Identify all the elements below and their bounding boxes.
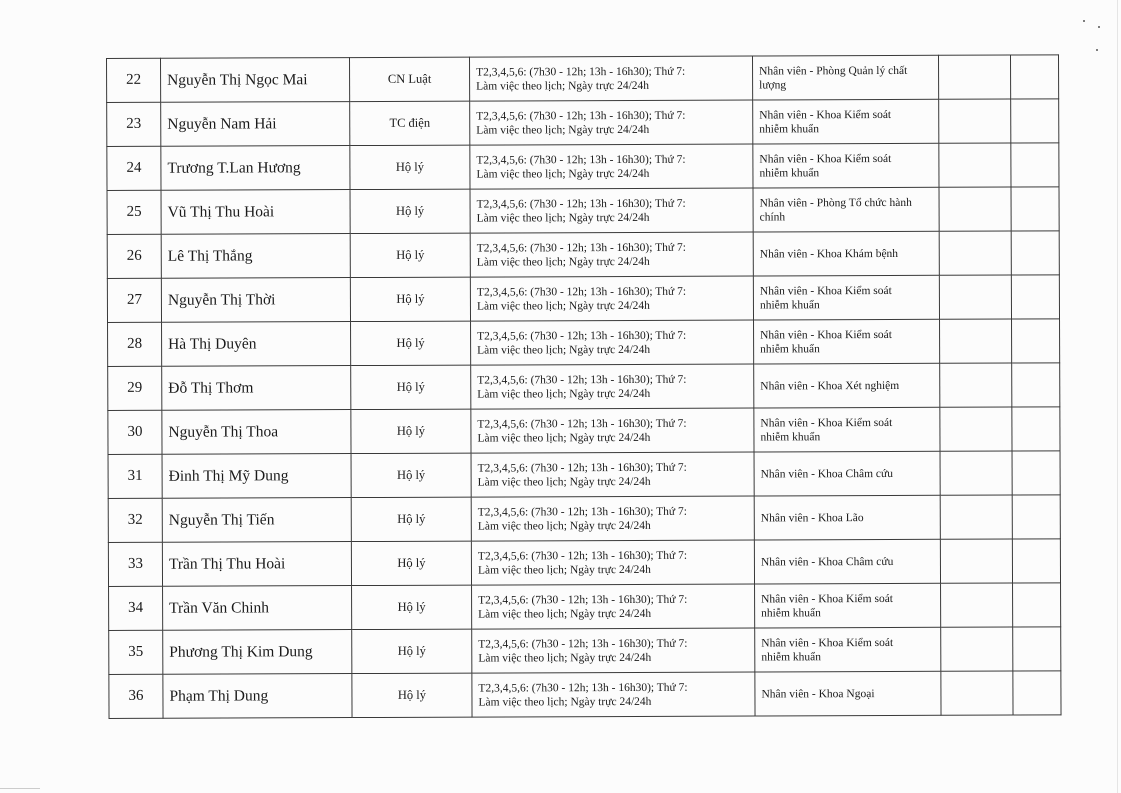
working-hours-line-1: T2,3,4,5,6: (7h30 - 12h; 13h - 16h30); Thứ 7:	[477, 505, 687, 519]
staff-position	[754, 319, 940, 364]
staff-qualification: Hộ lý	[351, 321, 471, 365]
position-line-1: Nhân viên - Khoa Châm cứu	[760, 555, 894, 568]
position-line-1: Nhân viên - Phòng Quản lý chất	[759, 64, 908, 77]
empty-cell	[940, 495, 1012, 539]
row-number: 36	[109, 674, 163, 718]
working-hours	[471, 408, 754, 453]
row-number: 32	[108, 498, 162, 542]
staff-roster-table	[106, 54, 1062, 719]
staff-position	[752, 55, 938, 100]
empty-cell	[941, 671, 1013, 715]
row-number: 23	[107, 102, 161, 146]
working-hours-line-1: T2,3,4,5,6: (7h30 - 12h; 13h - 16h30); Thứ 7:	[477, 417, 687, 431]
working-hours-line-1: T2,3,4,5,6: (7h30 - 12h; 13h - 16h30); Thứ 7:	[476, 241, 686, 255]
working-hours-line-2: Làm việc theo lịch; Ngày trực 24/24h	[476, 211, 650, 225]
empty-cell	[939, 143, 1011, 187]
position-line-2: nhiễm khuẩn	[759, 298, 820, 311]
staff-position	[754, 495, 940, 540]
scan-speck	[1098, 26, 1100, 28]
staff-position	[754, 407, 940, 452]
empty-cell	[939, 187, 1011, 231]
staff-name: Đỗ Thị Thơm	[162, 366, 351, 411]
position-line-1: Nhân viên - Khoa Châm cứu	[760, 467, 894, 480]
working-hours-line-2: Làm việc theo lịch; Ngày trực 24/24h	[477, 475, 651, 489]
working-hours	[470, 188, 753, 233]
position-line-2: lượng	[759, 78, 787, 91]
position-line-1: Nhân viên - Khoa Kiểm soát	[761, 636, 894, 649]
empty-cell	[1013, 671, 1061, 715]
working-hours-line-1: T2,3,4,5,6: (7h30 - 12h; 13h - 16h30); Thứ 7:	[477, 461, 687, 475]
table-row	[108, 407, 1060, 455]
working-hours	[472, 672, 755, 717]
staff-name: Nguyễn Thị Thời	[161, 278, 350, 323]
position-line-1: Nhân viên - Khoa Kiểm soát	[759, 108, 892, 121]
working-hours	[471, 452, 754, 497]
empty-cell	[941, 583, 1013, 627]
empty-cell	[938, 55, 1010, 99]
scan-line	[0, 788, 40, 789]
working-hours-line-1: T2,3,4,5,6: (7h30 - 12h; 13h - 16h30); Thứ 7:	[476, 197, 686, 211]
position-line-1: Nhân viên - Khoa Xét nghiệm	[760, 379, 900, 392]
working-hours-line-2: Làm việc theo lịch; Ngày trực 24/24h	[478, 651, 652, 665]
working-hours-line-2: Làm việc theo lịch; Ngày trực 24/24h	[476, 299, 650, 313]
staff-position	[755, 583, 941, 628]
position-line-1: Nhân viên - Khoa Lão	[760, 511, 864, 524]
staff-name: Trần Thị Thu Hoài	[162, 542, 351, 587]
row-number: 30	[108, 410, 162, 454]
staff-name: Vũ Thị Thu Hoài	[161, 190, 350, 235]
working-hours	[470, 100, 753, 145]
staff-position	[753, 275, 939, 320]
staff-position	[755, 627, 941, 672]
staff-position	[753, 99, 939, 144]
working-hours-line-1: T2,3,4,5,6: (7h30 - 12h; 13h - 16h30); Thứ 7:	[476, 109, 686, 123]
staff-qualification: Hộ lý	[350, 145, 470, 189]
working-hours-line-1: T2,3,4,5,6: (7h30 - 12h; 13h - 16h30); Thứ 7:	[477, 329, 687, 343]
working-hours-line-2: Làm việc theo lịch; Ngày trực 24/24h	[477, 343, 651, 357]
working-hours-line-2: Làm việc theo lịch; Ngày trực 24/24h	[477, 563, 651, 577]
empty-cell	[1011, 99, 1059, 143]
row-number: 33	[108, 542, 162, 586]
working-hours-line-2: Làm việc theo lịch; Ngày trực 24/24h	[478, 695, 652, 709]
staff-name: Lê Thị Thắng	[161, 234, 350, 279]
working-hours-line-1: T2,3,4,5,6: (7h30 - 12h; 13h - 16h30); Thứ 7:	[477, 373, 687, 387]
table-row	[107, 231, 1059, 279]
staff-qualification: Hộ lý	[350, 277, 470, 321]
staff-name: Hà Thị Duyên	[162, 322, 351, 367]
position-line-1: Nhân viên - Khoa Kiểm soát	[759, 152, 892, 165]
row-number: 35	[109, 630, 163, 674]
row-number: 28	[108, 322, 162, 366]
working-hours-line-1: T2,3,4,5,6: (7h30 - 12h; 13h - 16h30); Thứ 7:	[478, 637, 688, 651]
working-hours-line-1: T2,3,4,5,6: (7h30 - 12h; 13h - 16h30); Thứ 7:	[477, 549, 688, 563]
table-row	[108, 319, 1060, 367]
empty-cell	[1012, 407, 1060, 451]
working-hours	[471, 496, 754, 541]
position-line-2: nhiễm khuẩn	[759, 166, 820, 179]
table-row	[109, 583, 1061, 631]
working-hours-line-2: Làm việc theo lịch; Ngày trực 24/24h	[476, 79, 650, 93]
empty-cell	[939, 99, 1011, 143]
row-number: 31	[108, 454, 162, 498]
scan-edge	[1117, 0, 1118, 793]
working-hours-line-2: Làm việc theo lịch; Ngày trực 24/24h	[476, 255, 650, 269]
scan-speck	[1083, 20, 1085, 22]
staff-qualification: Hộ lý	[352, 585, 472, 629]
staff-qualification: Hộ lý	[351, 497, 471, 541]
table-row	[107, 187, 1059, 235]
staff-qualification: Hộ lý	[351, 365, 471, 409]
position-line-1: Nhân viên - Phòng Tổ chức hành	[759, 196, 912, 209]
empty-cell	[940, 451, 1012, 495]
empty-cell	[940, 363, 1012, 407]
working-hours-line-1: T2,3,4,5,6: (7h30 - 12h; 13h - 16h30); Thứ 7:	[476, 65, 686, 79]
empty-cell	[940, 407, 1012, 451]
position-line-1: Nhân viên - Khoa Kiểm soát	[761, 592, 894, 605]
working-hours	[471, 540, 754, 585]
position-line-1: Nhân viên - Khoa Ngoại	[761, 687, 875, 700]
staff-qualification: Hộ lý	[352, 673, 472, 717]
empty-cell	[1012, 363, 1060, 407]
staff-qualification: Hộ lý	[352, 629, 472, 673]
table-row	[108, 539, 1060, 587]
staff-position	[753, 143, 939, 188]
empty-cell	[1012, 495, 1060, 539]
row-number: 22	[107, 58, 161, 102]
staff-qualification: Hộ lý	[350, 233, 470, 277]
working-hours	[472, 584, 755, 629]
empty-cell	[1011, 231, 1059, 275]
staff-name: Trần Văn Chinh	[163, 586, 352, 631]
working-hours	[471, 364, 754, 409]
position-line-1: Nhân viên - Khoa Kiểm soát	[760, 328, 892, 341]
working-hours	[470, 144, 753, 189]
working-hours-line-1: T2,3,4,5,6: (7h30 - 12h; 13h - 16h30); Thứ 7:	[476, 153, 686, 167]
table-row	[108, 451, 1060, 499]
table-row	[108, 495, 1060, 543]
row-number: 29	[108, 366, 162, 410]
empty-cell	[1010, 55, 1058, 99]
staff-qualification: TC điện	[350, 101, 470, 145]
working-hours-line-1: T2,3,4,5,6: (7h30 - 12h; 13h - 16h30); Thứ 7:	[478, 681, 688, 695]
table-row	[107, 99, 1059, 147]
working-hours	[470, 276, 753, 321]
staff-position	[754, 451, 940, 496]
position-line-2: chính	[759, 210, 786, 223]
empty-cell	[1013, 627, 1061, 671]
table-row	[109, 671, 1061, 719]
staff-name: Nguyễn Thị Thoa	[162, 410, 351, 455]
empty-cell	[1013, 583, 1061, 627]
row-number: 25	[107, 190, 161, 234]
staff-name: Nguyễn Thị Tiến	[162, 498, 351, 543]
working-hours-line-2: Làm việc theo lịch; Ngày trực 24/24h	[476, 167, 650, 181]
table-row	[107, 143, 1059, 191]
position-line-2: nhiễm khuẩn	[760, 342, 820, 355]
empty-cell	[940, 319, 1012, 363]
working-hours-line-1: T2,3,4,5,6: (7h30 - 12h; 13h - 16h30); Thứ 7:	[478, 593, 688, 607]
table-row	[109, 627, 1061, 675]
empty-cell	[1011, 143, 1059, 187]
position-line-1: Nhân viên - Khoa Kiểm soát	[760, 416, 893, 429]
row-number: 24	[107, 146, 161, 190]
working-hours-line-2: Làm việc theo lịch; Ngày trực 24/24h	[478, 607, 652, 621]
scan-speck	[1096, 49, 1098, 51]
staff-position	[753, 187, 939, 232]
working-hours-line-2: Làm việc theo lịch; Ngày trực 24/24h	[477, 431, 651, 445]
position-line-2: nhiễm khuẩn	[761, 650, 822, 663]
staff-position	[755, 671, 941, 716]
working-hours	[472, 628, 755, 673]
empty-cell	[939, 231, 1011, 275]
working-hours-line-1: T2,3,4,5,6: (7h30 - 12h; 13h - 16h30); Thứ 7:	[476, 285, 687, 299]
working-hours	[471, 320, 754, 365]
staff-name: Đinh Thị Mỹ Dung	[162, 454, 351, 499]
working-hours-line-2: Làm việc theo lịch; Ngày trực 24/24h	[477, 387, 651, 401]
position-line-2: nhiễm khuẩn	[761, 606, 821, 619]
empty-cell	[1012, 539, 1060, 583]
empty-cell	[1011, 187, 1059, 231]
staff-name: Nguyễn Thị Ngọc Mai	[161, 58, 350, 103]
row-number: 34	[109, 586, 163, 630]
table-row	[107, 55, 1059, 103]
staff-name: Trương T.Lan Hương	[161, 146, 350, 191]
working-hours	[469, 56, 752, 101]
empty-cell	[1012, 319, 1060, 363]
empty-cell	[940, 539, 1012, 583]
empty-cell	[1011, 275, 1059, 319]
position-line-2: nhiễm khuẩn	[760, 430, 821, 443]
staff-qualification: Hộ lý	[351, 541, 471, 585]
table-row	[107, 275, 1059, 323]
empty-cell	[939, 275, 1011, 319]
staff-qualification: CN Luật	[350, 57, 470, 101]
staff-position	[754, 539, 940, 584]
staff-name: Phương Thị Kim Dung	[163, 630, 352, 675]
row-number: 26	[107, 234, 161, 278]
staff-name: Nguyễn Nam Hải	[161, 102, 350, 147]
staff-name: Phạm Thị Dung	[163, 674, 352, 719]
working-hours	[470, 232, 753, 277]
staff-position	[754, 363, 940, 408]
staff-position	[753, 231, 939, 276]
working-hours-line-2: Làm việc theo lịch; Ngày trực 24/24h	[476, 123, 650, 137]
position-line-2: nhiễm khuẩn	[759, 122, 820, 135]
staff-qualification: Hộ lý	[351, 409, 471, 453]
staff-qualification: Hộ lý	[351, 453, 471, 497]
row-number: 27	[107, 278, 161, 322]
position-line-1: Nhân viên - Khoa Kiểm soát	[759, 284, 892, 297]
table-row	[108, 363, 1060, 411]
working-hours-line-2: Làm việc theo lịch; Ngày trực 24/24h	[477, 519, 651, 533]
position-line-1: Nhân viên - Khoa Khám bệnh	[759, 247, 899, 260]
empty-cell	[941, 627, 1013, 671]
empty-cell	[1012, 451, 1060, 495]
roster-body	[107, 55, 1062, 719]
staff-qualification: Hộ lý	[350, 189, 470, 233]
